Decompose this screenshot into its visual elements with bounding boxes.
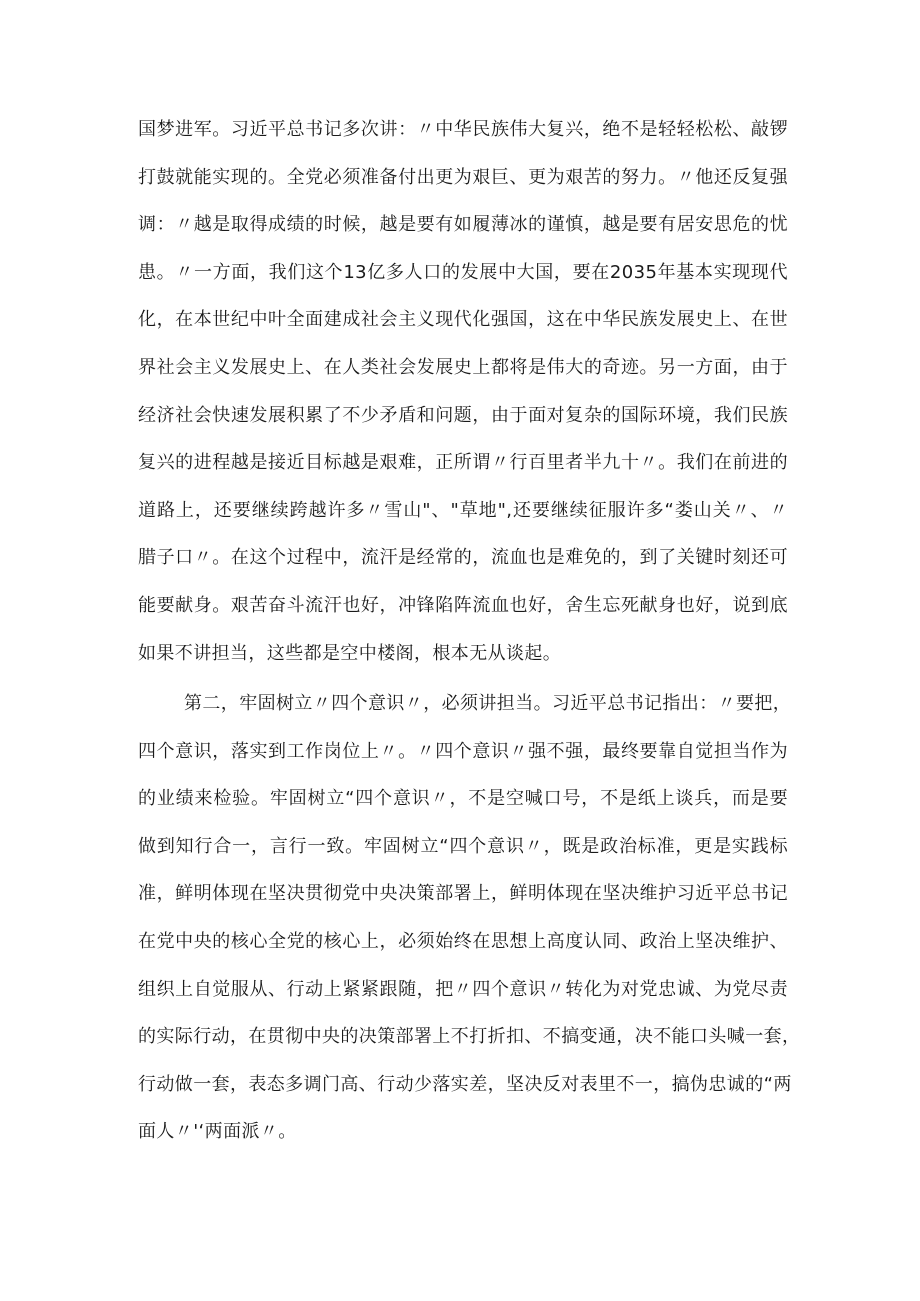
paragraph-2	[138, 680, 801, 1156]
text-line: 界社会主义发展史上、在人类社会发展史上都将是伟大的奇迹。另一方面，由于	[138, 356, 788, 378]
text-line: 化，在本世纪中叶全面建成社会主义现代化强国，这在中华民族发展史上、在世	[138, 309, 788, 331]
text-line: 调：〃越是取得成绩的时候，越是要有如履薄冰的谨慎，越是要有居安思危的忧	[138, 214, 788, 236]
text-line: 的实际行动，在贯彻中央的决策部署上不打折扣、不搞变通，决不能口头喊一套，	[138, 1026, 801, 1048]
text-line: 四个意识，落实到工作岗位上〃。〃四个意识〃强不强，最终要靠自觉担当作为	[138, 740, 788, 762]
text-line: 复兴的进程越是接近目标越是艰难，正所谓〃行百里者半九十〃。我们在前进的	[138, 452, 788, 474]
text-line: 患。〃一方面，我们这个13亿多人口的发展中大国，要在2035年基本实现现代	[138, 261, 788, 283]
text-line: 腊子口〃。在这个过程中，流汗是经常的，流血也是难免的，到了关键时刻还可	[138, 547, 788, 569]
text-line: 打鼓就能实现的。全党必须准备付出更为艰巨、更为艰苦的努力。〃他还反复强	[138, 166, 788, 188]
text-line: 道路上，还要继续跨越许多〃雪山"、"草地",还要继续征服许多“娄山关〃、〃	[138, 499, 788, 521]
text-line: 做到知行合一，言行一致。牢固树立“四个意识〃，既是政治标准，更是实践标	[138, 835, 788, 857]
text-line: 的业绩来检验。牢固树立“四个意识〃，不是空喊口号，不是纸上谈兵，而是要	[138, 788, 788, 810]
text-line: 组织上自觉服从、行动上紧紧跟随，把〃四个意识〃转化为对党忠诚、为党尽责	[138, 978, 788, 1000]
text-line: 准，鲜明体现在坚决贯彻党中央决策部署上，鲜明体现在坚决维护习近平总书记	[138, 883, 788, 905]
text-line: 经济社会快速发展积累了不少矛盾和问题，由于面对复杂的国际环境，我们民族	[138, 404, 788, 426]
text-line: 在党中央的核心全党的核心上，必须始终在思想上高度认同、政治上坚决维护、	[138, 930, 788, 952]
text-line: 如果不讲担当，这些都是空中楼阁，根本无从谈起。	[138, 642, 562, 664]
text-line: 第二，牢固树立〃四个意识〃，必须讲担当。习近平总书记指出：〃要把，	[184, 693, 792, 714]
text-line: 面人〃'‘两面派〃。	[138, 1121, 297, 1143]
text-line: 行动做一套，表态多调门高、行动少落实差，坚决反对表里不一，搞伪忠诚的“两	[138, 1073, 792, 1095]
text-line: 能要献身。艰苦奋斗流汗也好，冲锋陷阵流血也好，舍生忘死献身也好，说到底	[138, 594, 788, 616]
paragraph-1	[138, 106, 788, 677]
text-line: 国梦进军。习近平总书记多次讲：〃中华民族伟大复兴，绝不是轻轻松松、敲锣	[138, 119, 788, 140]
